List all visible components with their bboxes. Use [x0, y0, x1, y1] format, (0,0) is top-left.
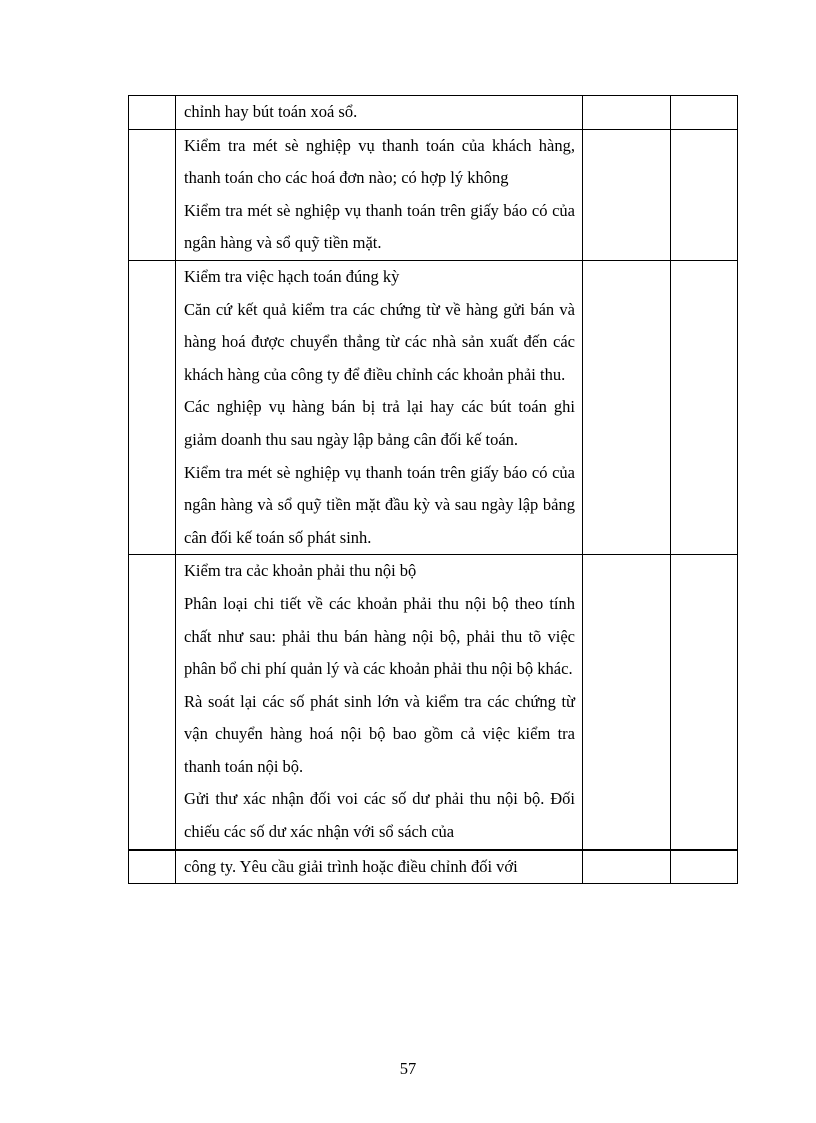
procedure-cell: [176, 260, 583, 554]
procedure-cell: [176, 96, 583, 130]
procedure-heading: Kiểm tra việc hạch toán đúng kỳ: [184, 266, 400, 286]
procedure-paragraph: Phân loại chi tiết về các khoản phải thu nội bộ theo tính chất như sau: phải thu bán hàng nội bộ, phải thu tõ việc phân bổ chi phí quản lý và các khoản phải thu nội bộ khác.: [184, 593, 575, 679]
auditor-cell: [671, 96, 738, 130]
procedure-paragraph: chỉnh hay bút toán xoá sổ.: [184, 102, 358, 121]
table-row: [129, 96, 738, 130]
procedure-paragraph: Gửi thư xác nhận đối voi các số dư phải thu nội bộ. Đối chiếu các số dư xác nhận với sổ sách của: [184, 789, 575, 842]
step-cell: [129, 555, 176, 850]
reference-cell: [583, 850, 671, 884]
procedure-paragraph: Kiểm tra mét sè nghiệp vụ thanh toán trên giấy báo có của ngân hàng và sổ quỹ tiền mặt đầu kỳ và sau ngày lập bảng cân đối kế toán số phát sinh.: [184, 462, 575, 547]
reference-cell: [583, 555, 671, 850]
procedure-paragraph: Rà soát lại các số phát sinh lớn và kiểm tra các chứng từ vận chuyển hàng hoá nội bộ bao gồm cả việc kiểm tra thanh toán nội bộ.: [184, 691, 575, 776]
table-row: [129, 260, 738, 554]
procedure-paragraph: công ty. Yêu cầu giải trình hoặc điều chỉnh đối với: [184, 856, 518, 876]
table-row: [129, 555, 738, 850]
reference-cell: [583, 129, 671, 260]
table-row: [129, 850, 738, 884]
procedure-paragraph: Các nghiệp vụ hàng bán bị trả lại hay các bút toán ghi giảm doanh thu sau ngày lập bảng cân đối kế toán.: [184, 397, 575, 449]
audit-procedure-table: [128, 95, 738, 884]
procedure-heading: Kiểm tra cảc khoản phải thu nội bộ: [184, 561, 417, 581]
step-cell: [129, 129, 176, 260]
procedure-cell: [176, 555, 583, 850]
reference-cell: [583, 260, 671, 554]
procedure-cell: [176, 850, 583, 884]
procedure-paragraph: Kiểm tra mét sè nghiệp vụ thanh toán trên giấy báo có của ngân hàng và sổ quỹ tiền mặt.: [184, 200, 575, 253]
procedure-paragraph: Kiểm tra mét sè nghiệp vụ thanh toán của khách hàng, thanh toán cho các hoá đơn nào; có hợp lý không: [184, 135, 575, 188]
procedure-cell: [176, 129, 583, 260]
auditor-cell: [671, 555, 738, 850]
table-row: [129, 129, 738, 260]
page-number: 57: [399, 1059, 417, 1078]
procedure-paragraph: Căn cứ kết quả kiểm tra các chứng từ về hàng gửi bán và hàng hoá được chuyển thẳng từ các nhà sản xuất đến các khách hàng của công ty để điều chỉnh các khoản phải thu.: [184, 299, 575, 384]
step-cell: [129, 96, 176, 130]
auditor-cell: [671, 850, 738, 884]
step-cell: [129, 260, 176, 554]
auditor-cell: [671, 260, 738, 554]
auditor-cell: [671, 129, 738, 260]
reference-cell: [583, 96, 671, 130]
step-cell: [129, 850, 176, 884]
